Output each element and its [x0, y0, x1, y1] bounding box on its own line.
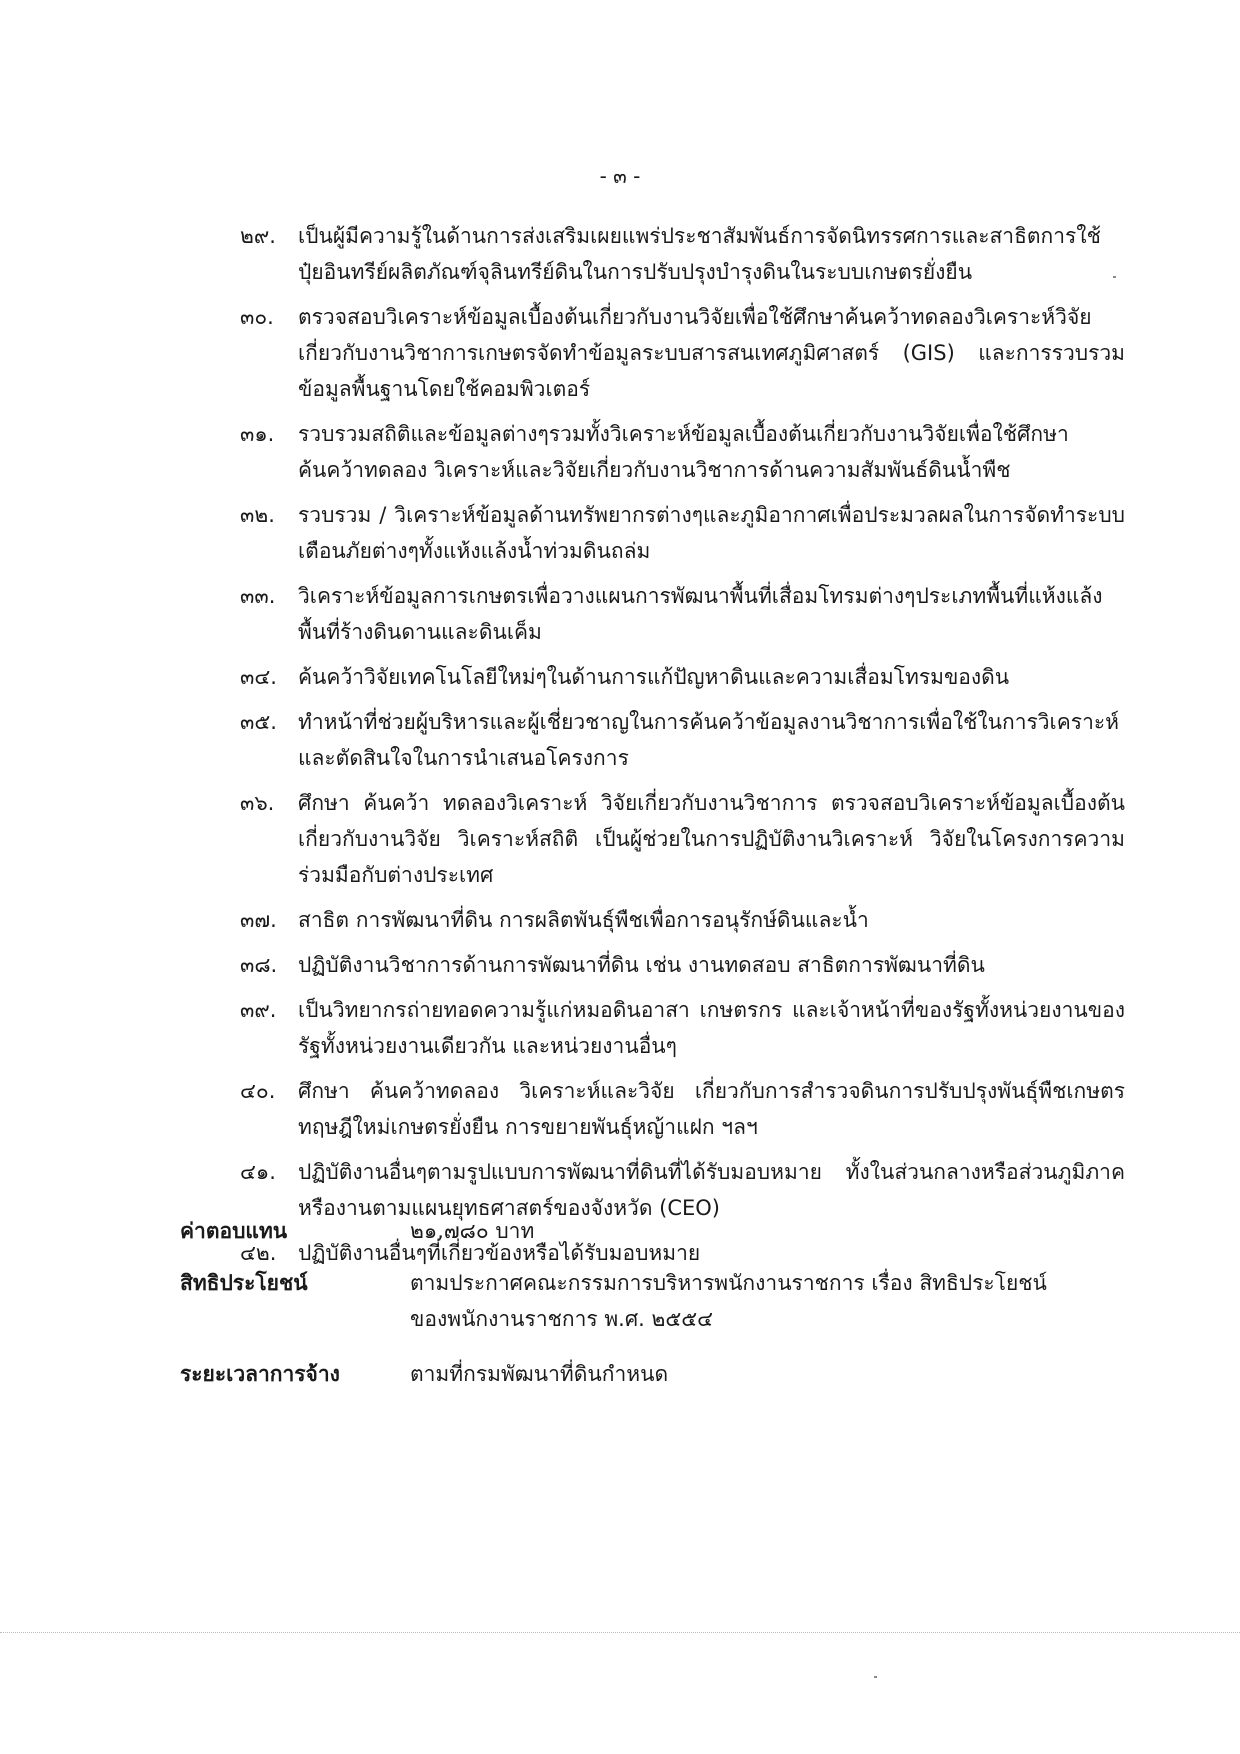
compensation-value: ๒๑,๗๘๐ บาท: [410, 1219, 535, 1243]
scan-speck: [1113, 276, 1116, 278]
benefits-section: [180, 1265, 1080, 1337]
item-text: ค้นคว้าวิจัยเทคโนโลยีใหม่ๆในด้านการแก้ปัญหาดินและความเสื่อมโทรมของดิน: [298, 665, 1010, 689]
list-item: [240, 659, 1125, 695]
employment-period-section: [180, 1356, 1080, 1392]
list-item: [240, 902, 1125, 938]
item-number: ๓๐.: [240, 305, 274, 329]
item-text: ปฏิบัติงานอื่นๆที่เกี่ยวข้องหรือได้รับมอบหมาย: [298, 1241, 701, 1265]
list-item: [240, 992, 1125, 1064]
item-number: ๓๖.: [240, 791, 275, 815]
list-item: [240, 1073, 1125, 1145]
item-text: สาธิต การพัฒนาที่ดิน การผลิตพันธุ์พืชเพื่อการอนุรักษ์ดินและน้ำ: [298, 908, 869, 932]
compensation-label: ค่าตอบแทน: [180, 1219, 288, 1243]
item-number: ๓๗.: [240, 908, 277, 932]
list-item: [240, 299, 1125, 407]
page-number: - ๓ -: [599, 164, 641, 188]
item-number: ๓๒.: [240, 503, 275, 527]
item-number: ๓๑.: [240, 422, 275, 446]
item-number: ๒๙.: [240, 224, 276, 248]
item-text: ตรวจสอบวิเคราะห์ข้อมูลเบื้องต้นเกี่ยวกับงานวิจัยเพื่อใช้ศึกษาค้นคว้าทดลองวิเคราะห์วิจัยเกี่ยวกับงานวิชาการเกษตรจัดทำข้อมูลระบบสารสนเทศภูมิศาสตร์ (GIS) และการรวบรวมข้อมูลพื้นฐานโดยใช้คอมพิวเตอร์: [298, 305, 1125, 401]
item-text: วิเคราะห์ข้อมูลการเกษตรเพื่อวางแผนการพัฒนาพื้นที่เสื่อมโทรมต่างๆประเภทพื้นที่แห้งแล้งพื้นที่ร้างดินดานและดินเค็ม: [298, 584, 1103, 644]
item-number: ๓๓.: [240, 584, 276, 608]
list-item: [240, 947, 1125, 983]
compensation-row: [180, 1213, 1080, 1249]
scan-divider: [0, 1632, 1240, 1633]
item-text: ศึกษา ค้นคว้า ทดลองวิเคราะห์ วิจัยเกี่ยวกับงานวิชาการ ตรวจสอบวิเคราะห์ข้อมูลเบื้องต้นเกี่ยวกับงานวิจัย วิเคราะห์สถิติ เป็นผู้ช่วยในการปฏิบัติงานวิเคราะห์ วิจัยในโครงการความร่วมมือกับต่างประเทศ: [298, 791, 1125, 887]
item-text: เป็นผู้มีความรู้ในด้านการส่งเสริมเผยแพร่ประชาสัมพันธ์การจัดนิทรรศการและสาธิตการใช้ปุ๋ยอินทรีย์ผลิตภัณฑ์จุลินทรีย์ดินในการปรับปรุงบำรุงดินในระบบเกษตรยั่งยืน: [298, 224, 1101, 284]
benefits-value: ตามประกาศคณะกรรมการบริหารพนักงานราชการ เรื่อง สิทธิประโยชน์ของพนักงานราชการ พ.ศ. ๒๕๕๔: [410, 1271, 1047, 1331]
item-number: ๓๙.: [240, 998, 277, 1022]
list-item: [240, 704, 1125, 776]
list-item: [240, 218, 1125, 290]
list-item: [240, 416, 1125, 488]
item-text: ปฏิบัติงานอื่นๆตามรูปแบบการพัฒนาที่ดินที่ได้รับมอบหมาย ทั้งในส่วนกลางหรือส่วนภูมิภาคหรืองานตามแผนยุทธศาสตร์ของจังหวัด (CEO): [298, 1160, 1125, 1220]
employment-period-row: [180, 1356, 1080, 1392]
item-text: เป็นวิทยากรถ่ายทอดความรู้แก่หมอดินอาสา เกษตรกร และเจ้าหน้าที่ของรัฐทั้งหน่วยงานของรัฐทั้งหน่วยงานเดียวกัน และหน่วยงานอื่นๆ: [298, 998, 1125, 1058]
list-item: [240, 578, 1125, 650]
compensation-section: [180, 1213, 1080, 1249]
item-number: ๓๘.: [240, 953, 278, 977]
item-text: ศึกษา ค้นคว้าทดลอง วิเคราะห์และวิจัย เกี่ยวกับการสำรวจดินการปรับปรุงพันธุ์พืชเกษตรทฤษฎีใหม่เกษตรยั่งยืน การขยายพันธุ์หญ้าแฝก ฯลฯ: [298, 1079, 1125, 1139]
benefits-row: [180, 1265, 1080, 1337]
employment-period-label: ระยะเวลาการจ้าง: [180, 1362, 340, 1386]
item-number: ๓๔.: [240, 665, 277, 689]
list-item: [240, 785, 1125, 893]
item-number: ๓๕.: [240, 710, 277, 734]
employment-period-value: ตามที่กรมพัฒนาที่ดินกำหนด: [410, 1362, 669, 1386]
item-text: รวบรวม / วิเคราะห์ข้อมูลด้านทรัพยากรต่างๆและภูมิอากาศเพื่อประมวลผลในการจัดทำระบบเตือนภัยต่างๆทั้งแห้งแล้งน้ำท่วมดินถล่ม: [298, 503, 1125, 563]
item-number: ๔๐.: [240, 1079, 276, 1103]
list-item: [240, 497, 1125, 569]
benefits-label: สิทธิประโยชน์: [180, 1271, 308, 1295]
duties-list: [240, 218, 1125, 1280]
item-text: ปฏิบัติงานวิชาการด้านการพัฒนาที่ดิน เช่น งานทดสอบ สาธิตการพัฒนาที่ดิน: [298, 953, 985, 977]
item-text: ทำหน้าที่ช่วยผู้บริหารและผู้เชี่ยวชาญในการค้นคว้าข้อมูลงานวิชาการเพื่อใช้ในการวิเคราะห์และตัดสินใจในการนำเสนอโครงการ: [298, 710, 1119, 770]
scan-speck: [874, 1676, 877, 1678]
item-number: ๔๑.: [240, 1160, 276, 1184]
item-number: ๔๒.: [240, 1241, 277, 1265]
item-text: รวบรวมสถิติและข้อมูลต่างๆรวมทั้งวิเคราะห์ข้อมูลเบื้องต้นเกี่ยวกับงานวิจัยเพื่อใช้ศึกษาค้นคว้าทดลอง วิเคราะห์และวิจัยเกี่ยวกับงานวิชาการด้านความสัมพันธ์ดินน้ำพืช: [298, 422, 1069, 482]
